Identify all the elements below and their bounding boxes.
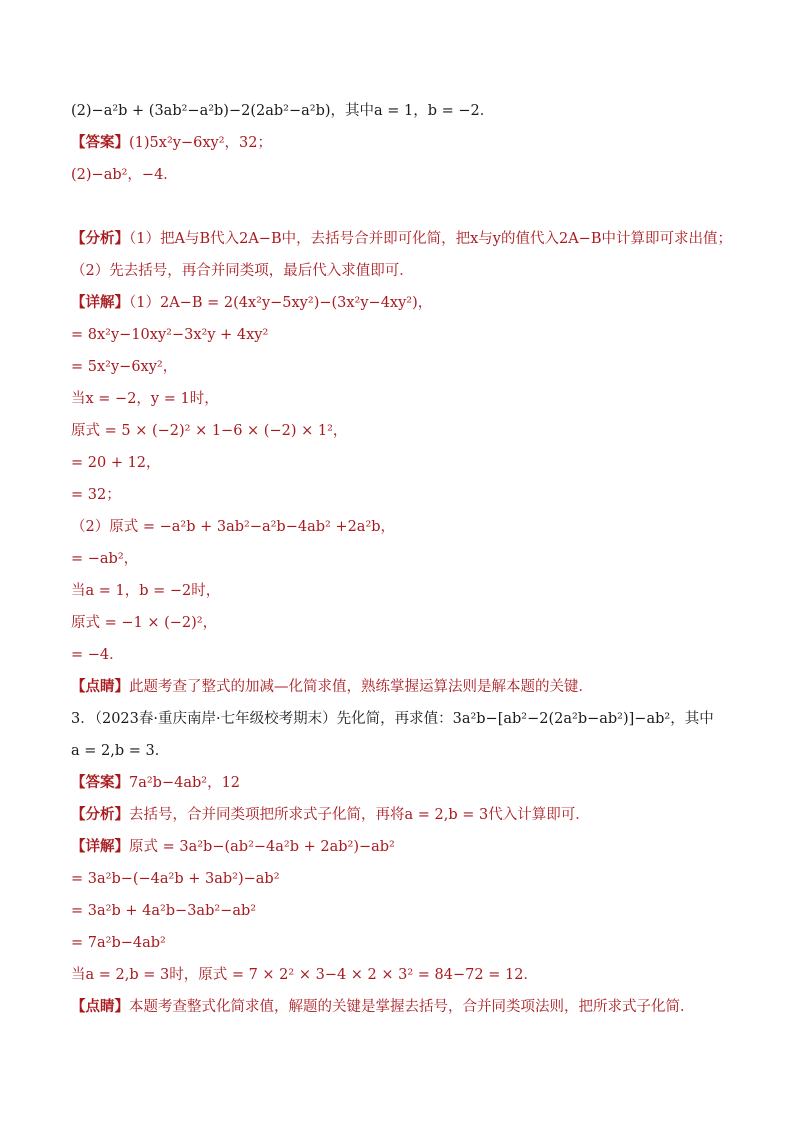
section-tag: 【点睛】 [71, 999, 129, 1015]
text-segment: 原式 = −1 × (−2)²， [71, 615, 218, 631]
text-line-fx1 [71, 229, 732, 249]
text-segment: 原式 = 5 × (−2)² × 1−6 × (−2) × 1²， [71, 423, 348, 439]
section-tag: 【详解】 [71, 295, 129, 311]
section-tag: 【分析】 [71, 807, 129, 823]
text-segment: (1)5x²y−6xy²，32； [129, 135, 272, 151]
text-line-t2 [71, 901, 256, 921]
text-segment: （2）先去括号，再合并同类项，最后代入求值即可． [71, 263, 414, 279]
text-segment: 当a = 1，b = −2时， [71, 583, 221, 599]
text-segment: 原式 = 3a²b−(ab²−4a²b + 2ab²)−ab² [129, 839, 395, 855]
text-line-s3 [71, 389, 219, 409]
text-line-s7 [71, 517, 395, 537]
text-line-s10 [71, 613, 217, 633]
text-segment: = 7a²b−4ab² [71, 935, 166, 951]
text-line-dj1 [71, 677, 593, 697]
text-segment: = 32； [71, 487, 121, 503]
text-line-ans1 [71, 133, 272, 153]
text-line-s6 [71, 485, 121, 505]
text-line-s8 [71, 549, 138, 569]
section-tag: 【点睛】 [71, 679, 129, 695]
text-segment: (2)−a²b + (3ab²−a²b)−2(2ab²−a²b)，其中a = 1，b = −2． [71, 103, 495, 119]
text-segment: = 8x²y−10xy²−3x²y + 4xy² [71, 327, 269, 343]
text-line-t1 [71, 869, 280, 889]
text-segment: = −ab²， [71, 551, 139, 567]
text-segment: = 3a²b + 4a²b−3ab²−ab² [71, 903, 257, 919]
text-line-s2 [71, 357, 177, 377]
text-line-q3 [71, 709, 714, 729]
text-segment: 7a²b−4ab²，12 [129, 775, 241, 791]
text-segment: 当x = −2，y = 1时， [71, 391, 219, 407]
text-segment: 3．（2023春·重庆南岸·七年级校考期末）先化简，再求值：3a²b−[ab²−2(2a²b−ab²)]−ab²，其中 [71, 711, 714, 727]
section-tag: 【详解】 [71, 839, 129, 855]
text-segment: = −4． [71, 647, 124, 663]
text-segment: （2）原式 = −a²b + 3ab²−a²b−4ab² +2a²b， [71, 519, 396, 535]
text-segment: 本题考查整式化简求值，解题的关键是掌握去括号，合并同类项法则，把所求式子化简． [129, 999, 695, 1015]
text-segment: (2)−ab²，−4． [71, 167, 178, 183]
text-line-s5 [71, 453, 161, 473]
section-tag: 【分析】 [71, 231, 129, 247]
text-line-t3 [71, 933, 166, 953]
text-line-fx2 [71, 261, 414, 281]
text-line-xj3 [71, 837, 395, 857]
section-tag: 【答案】 [71, 775, 129, 791]
text-line-q2 [71, 101, 494, 121]
section-tag: 【答案】 [71, 135, 129, 151]
text-segment: 去括号，合并同类项把所求式子化简，再将a = 2,b = 3代入计算即可． [129, 807, 590, 823]
text-segment: （1）2A−B = 2(4x²y−5xy²)−(3x²y−4xy²)， [129, 295, 433, 311]
text-line-s11 [71, 645, 124, 665]
text-segment: 此题考查了整式的加减—化简求值，熟练掌握运算法则是解本题的关键． [129, 679, 593, 695]
text-line-q3b [71, 741, 169, 761]
text-line-s1 [71, 325, 268, 345]
text-segment: a = 2,b = 3． [71, 743, 170, 759]
text-line-s4 [71, 421, 347, 441]
text-line-t4 [71, 965, 538, 985]
text-segment: = 20 + 12， [71, 455, 161, 471]
text-segment: 当a = 2,b = 3时，原式 = 7 × 2² × 3−4 × 2 × 3² = 84−72 = 12． [71, 967, 538, 983]
text-segment: （1）把A与B代入2A−B中，去括号合并即可化简，把x与y的值代入2A−B中计算即可求出值； [129, 231, 732, 247]
text-line-xj1 [71, 293, 432, 313]
text-line-ans2 [71, 165, 178, 185]
text-line-s9 [71, 581, 220, 601]
text-segment: = 3a²b−(−4a²b + 3ab²)−ab² [71, 871, 280, 887]
text-line-ans3 [71, 773, 240, 793]
text-segment: = 5x²y−6xy²， [71, 359, 178, 375]
text-line-dj3 [71, 997, 695, 1017]
text-line-fx3 [71, 805, 590, 825]
